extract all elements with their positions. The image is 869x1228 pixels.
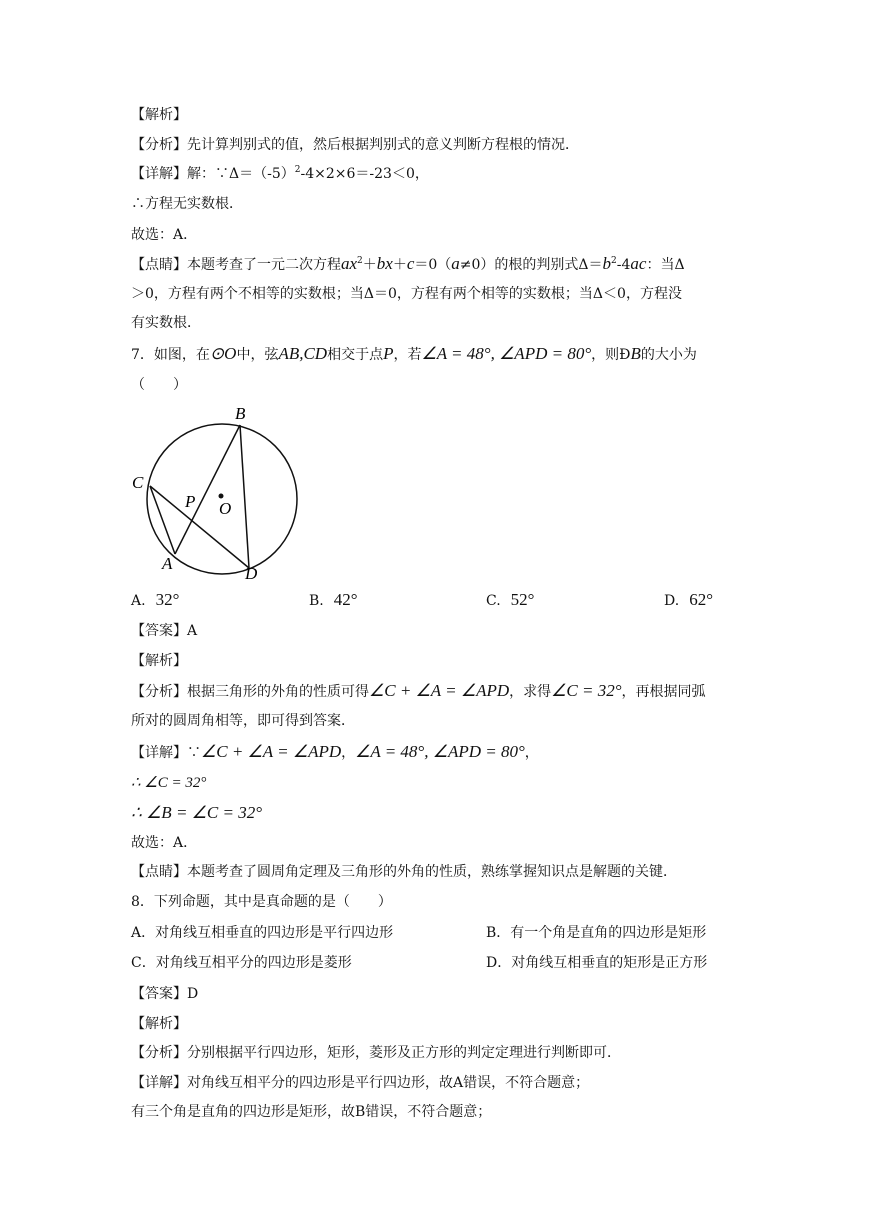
- q6-solution: [131, 164, 429, 184]
- q7-stem-a: 7．如图，在: [131, 347, 210, 363]
- label-o: O: [219, 499, 232, 518]
- q6-conclusion: ∴方程无实数根．: [131, 196, 243, 212]
- q7-jiexi-heading: 【解析】: [131, 653, 187, 669]
- label-c: C: [132, 473, 144, 492]
- q6-comment-c: c: [406, 254, 415, 273]
- q7-circle-figure: [128, 400, 308, 585]
- label-a: A: [162, 554, 173, 573]
- q7-comment: 【点睛】本题考查了圆周角定理及三角形的外角的性质，熟练掌握知识点是解题的关键．: [131, 864, 677, 880]
- q7-analysis-line1: [131, 681, 706, 702]
- q6-comment-line3: 有实数根．: [131, 315, 201, 331]
- q7-option-d: [664, 590, 713, 611]
- q7-solution-eq1: ∠C + ∠A = ∠APD: [201, 742, 342, 761]
- q8-solution-line2: 有三个角是直角的四边形是矩形，故B错误，不符合题意；: [131, 1104, 492, 1120]
- label-d: D: [245, 564, 258, 583]
- q8-option-a: A．对角线互相垂直的四边形是平行四边形: [131, 925, 394, 941]
- q6-comment-line2: ＞0，方程有两个不相等的实数根；当Δ＝0，方程有两个相等的实数根；当Δ＜0，方程没: [131, 286, 682, 302]
- chord-ab: [175, 425, 240, 554]
- q6-comment-eq: ＝0（: [414, 257, 452, 273]
- q7-step1: ∴ ∠C = 32°: [131, 775, 207, 791]
- segment-bd: [240, 425, 249, 568]
- q7-stem-p: P: [383, 344, 394, 363]
- q7-analysis-c: ，再根据同弧: [621, 684, 706, 700]
- q7-option-b: [309, 590, 358, 611]
- q7-analysis-line2: 所对的圆周角相等，即可得到答案．: [131, 713, 355, 729]
- q6-analysis: 【分析】先计算判别式的值，然后根据判别式的意义判断方程根的情况．: [131, 137, 579, 153]
- option-letter: C.: [486, 593, 501, 609]
- q6-comment-sup1: 2: [357, 256, 363, 266]
- q7-solution-a: 【详解】∵: [131, 745, 201, 761]
- label-p: P: [185, 492, 196, 511]
- q8-option-d: D．对角线互相垂直的矩形是正方形: [486, 955, 708, 971]
- q7-solution-c: ，: [524, 745, 539, 761]
- q6-comment-b: b: [602, 254, 612, 273]
- q6-comment-sup2: 2: [611, 256, 617, 266]
- option-value: 42°: [333, 590, 358, 609]
- q7-stem-chords: AB,CD: [278, 344, 328, 363]
- q7-solution-eq2: ∠A = 48°, ∠APD = 80°: [355, 742, 525, 761]
- q7-solution-line1: [131, 742, 539, 763]
- option-letter: B.: [309, 593, 324, 609]
- q6-comment-ax: ax: [341, 254, 358, 273]
- q7-analysis-b: ，求得: [509, 684, 552, 700]
- center-dot: [219, 494, 224, 499]
- q7-stem-angles: ∠A = 48°, ∠APD = 80°: [421, 344, 592, 363]
- q7-stem-b: 中，弦: [236, 347, 279, 363]
- q6-choice: 故选：A．: [131, 227, 198, 243]
- option-letter: A.: [131, 593, 146, 609]
- q8-option-b: B．有一个角是直角的四边形是矩形: [486, 925, 707, 941]
- option-value: 62°: [689, 590, 713, 609]
- q7-choice: 故选：A．: [131, 835, 198, 851]
- q6-comment-disc: ≠0）的根的判别式Δ＝: [459, 257, 603, 273]
- q7-stem-e: ，则Ð: [591, 347, 631, 363]
- q6-solution-sup: 2: [294, 165, 301, 175]
- q7-step2: ∴ ∠B = ∠C = 32°: [131, 803, 263, 822]
- q7-stem-circle: ⊙O: [209, 344, 237, 363]
- option-value: 52°: [510, 590, 535, 609]
- q6-solution-a: 【详解】解：∵Δ＝（-5）: [131, 166, 295, 182]
- q6-comment-line1: [131, 254, 685, 275]
- q7-stem-d: ，若: [393, 347, 422, 363]
- q7-stem-g: 的大小为: [640, 347, 697, 363]
- q8-option-c: C．对角线互相平分的四边形是菱形: [131, 955, 352, 971]
- q7-analysis-a: 【分析】根据三角形的外角的性质可得: [131, 684, 369, 700]
- q7-option-a: [131, 590, 179, 611]
- q6-comment-a: a: [451, 254, 460, 273]
- q6-jiexi-heading: 【解析】: [131, 107, 187, 123]
- q7-answer: 【答案】A: [131, 623, 198, 639]
- q7-solution-b: ，: [341, 745, 356, 761]
- q7-blank: （ ）: [131, 377, 187, 393]
- q6-comment-ac: ac: [630, 254, 647, 273]
- q7-analysis-eq1: ∠C + ∠A = ∠APD: [369, 681, 510, 700]
- label-b: B: [235, 404, 246, 423]
- q7-option-c: [486, 590, 534, 611]
- option-value: 32°: [155, 590, 180, 609]
- q7-stem-c: 相交于点: [327, 347, 384, 363]
- q6-comment-plus1: ＋: [362, 257, 377, 273]
- q8-solution-line1: 【详解】对角线互相平分的四边形是平行四边形，故A错误，不符合题意；: [131, 1075, 590, 1091]
- q6-comment-bx: bx: [376, 254, 393, 273]
- q7-stem-f: B: [630, 344, 641, 363]
- option-letter: D.: [664, 593, 680, 609]
- q6-solution-b: -4×2×6＝-23＜0，: [300, 166, 429, 182]
- q7-stem: [131, 344, 697, 365]
- q8-answer: 【答案】D: [131, 986, 199, 1002]
- q8-jiexi-heading: 【解析】: [131, 1016, 187, 1032]
- q6-comment-text: 【点睛】本题考查了一元二次方程: [131, 257, 341, 273]
- q8-stem: 8．下列命题，其中是真命题的是（ ）: [131, 894, 392, 910]
- q8-analysis: 【分析】分别根据平行四边形，矩形，菱形及正方形的判定定理进行判断即可．: [131, 1045, 621, 1061]
- q6-comment-plus2: ＋: [392, 257, 407, 273]
- q6-comment-minus4: -4: [616, 257, 631, 273]
- q6-comment-when: ：当Δ: [646, 257, 685, 273]
- q7-analysis-eq2: ∠C = 32°: [551, 681, 622, 700]
